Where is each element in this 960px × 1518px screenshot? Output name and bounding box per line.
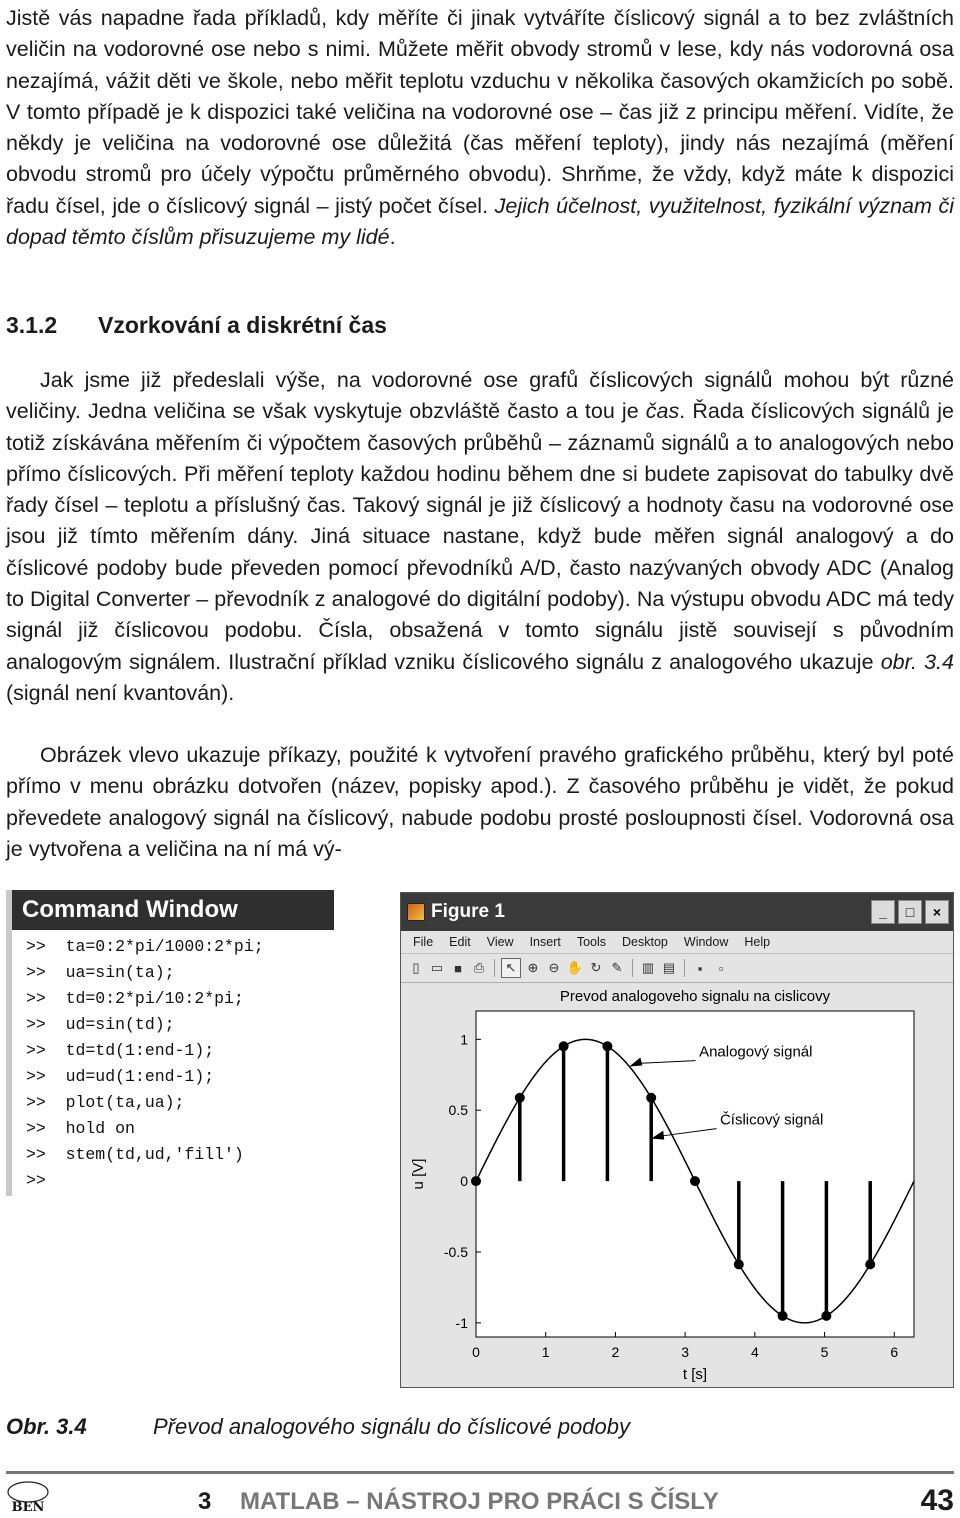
x-tick-label: 4 [750, 1344, 759, 1360]
paragraph-3: Obrázek vlevo ukazuje příkazy, použité k vytvoření pravého grafického průběhu, který byl poté přímo v menu obrázku dotvořen (název, popisky apod.). Z časového průběhu je vidět, že pokud převedete analogový signál na číslicový, nabude podobu prosté posloupnosti čísel. Vodorovná osa je vytvořena a veličina na ní má vý- [6, 743, 954, 861]
maximize-button[interactable]: □ [898, 900, 922, 924]
menu-help[interactable]: Help [744, 935, 771, 949]
x-tick-label: 5 [820, 1344, 829, 1360]
command-window-title: Command Window [12, 890, 334, 930]
paragraph-2-figure-ref: obr. 3.4 [880, 649, 954, 674]
close-button[interactable]: × [925, 900, 949, 924]
save-icon[interactable]: ■ [454, 960, 462, 976]
footer-rule [6, 1471, 954, 1474]
ben-logo [6, 1480, 50, 1516]
y-tick-label: 0 [460, 1173, 468, 1190]
section-heading [6, 312, 387, 339]
x-tick-label: 0 [472, 1344, 480, 1360]
command-line: >> ud=sin(td); [26, 1015, 175, 1034]
menu-view[interactable]: View [486, 935, 514, 949]
x-tick-label: 6 [890, 1344, 899, 1360]
command-line: >> ta=0:2*pi/1000:2*pi; [26, 937, 264, 956]
stem-marker [602, 1041, 612, 1051]
menu-file[interactable]: File [413, 935, 434, 949]
stem-marker [515, 1093, 525, 1103]
toolbar-separator [632, 959, 633, 977]
stem-marker [646, 1093, 656, 1103]
paragraph-1 [6, 3, 954, 253]
toolbar-separator [684, 959, 685, 977]
figure-toolbar [401, 954, 953, 983]
y-tick-label: -0.5 [443, 1243, 468, 1260]
zoom-in-icon[interactable]: ⊕ [527, 960, 539, 975]
figure-menubar [401, 931, 953, 954]
x-tick-label: 2 [611, 1344, 620, 1360]
zoom-out-icon[interactable]: ⊖ [548, 960, 560, 975]
stem-marker [690, 1176, 700, 1186]
command-window-lines [12, 930, 334, 1194]
paragraph-2-italic-cas: čas [645, 399, 680, 424]
print-icon[interactable]: ⎙ [473, 960, 485, 975]
section-number: 3.1.2 [6, 312, 58, 338]
new-icon[interactable]: ▯ [412, 960, 420, 975]
plot-axes-box [476, 1011, 914, 1337]
menu-insert[interactable]: Insert [529, 935, 561, 949]
open-icon[interactable]: ▭ [430, 960, 444, 975]
colorbar-icon[interactable]: ▥ [641, 960, 655, 975]
command-line: >> [26, 1171, 46, 1190]
rotate-icon[interactable]: ↻ [590, 960, 602, 975]
command-line: >> stem(td,ud,'fill') [26, 1145, 244, 1164]
stem-marker [559, 1041, 569, 1051]
stem-marker [821, 1311, 831, 1321]
paragraph-2-text-c: (signál není kvantován). [6, 680, 235, 705]
plot-area [401, 981, 953, 1387]
paragraph-2 [6, 365, 954, 709]
menu-tools[interactable]: Tools [576, 935, 607, 949]
pointer-icon[interactable]: ↖ [501, 958, 521, 978]
command-line: >> plot(ta,ua); [26, 1093, 185, 1112]
y-tick-label: 0.5 [448, 1102, 468, 1119]
pan-icon[interactable]: ✋ [566, 960, 584, 975]
command-line: >> hold on [26, 1119, 135, 1138]
chart-title: Prevod analogoveho signalu na cislicovy [559, 988, 831, 1005]
x-tick-label: 1 [541, 1344, 550, 1360]
menu-desktop[interactable]: Desktop [622, 935, 668, 949]
hide-tools-icon[interactable]: ▪ [697, 960, 703, 976]
svg-text:BEN: BEN [11, 1500, 45, 1515]
figure-window [400, 892, 954, 1388]
x-axis-label: t [s] [682, 1366, 708, 1383]
menu-edit[interactable]: Edit [449, 935, 471, 949]
minimize-button[interactable]: _ [871, 900, 895, 924]
matlab-figure-icon [407, 903, 425, 921]
stem-marker [778, 1311, 788, 1321]
y-tick-label: 1 [460, 1031, 468, 1048]
stem-marker [471, 1176, 481, 1186]
datacursor-icon[interactable]: ✎ [611, 960, 623, 975]
caption-text: Převod analogového signálu do číslicové podoby [153, 1414, 630, 1439]
annotation-analog-label: Analogový signál [699, 1043, 813, 1061]
paragraph-1-italic: Jejich účelnost, využitelnost, fyzikální význam či dopad těmto číslům přisuzujeme my lidé [6, 193, 954, 250]
window-buttons [871, 900, 953, 924]
section-title: Vzorkování a diskrétní čas [98, 312, 387, 338]
figure-title: Figure 1 [431, 901, 505, 922]
stem-marker [734, 1259, 744, 1269]
show-tools-icon[interactable]: ▫ [718, 960, 724, 976]
paragraph-2-text-b: . Řada číslicových signálů je totiž získávána měřením či výpočtem časových průběhů – záznamů signálů a to analogových nebo přímo číslicových. Při měření teploty každou hodinu během dne si budete zapisovat do tabulky dvě řady čísel – teplotu a příslušný čas. Takový signál je již číslicový a hodnoty času na vodorovné ose jsou již tímto měřením dány. Jiná situace nastane, když bude měřen signál analogový a do číslicové podoby bude převeden pomocí převodníků A/D, často nazývaných obvody ADC (Analog to Digital Converter – převodník z analogové do digitální podoby). Na výstupu obvodu ADC má tedy signál již číslicovou podobu. Čísla, obsažená v tomto signálu jistě souvisejí s původním analogovým signálem. Ilustrační příklad vzniku číslicového signálu z analogového ukazuje [6, 399, 954, 674]
legend-icon[interactable]: ▤ [662, 960, 676, 975]
menu-window[interactable]: Window [683, 935, 729, 949]
annotation-digital-label: Číslicový signál [719, 1111, 824, 1129]
figure-titlebar [401, 893, 953, 931]
command-line: >> td=td(1:end-1); [26, 1041, 215, 1060]
command-line: >> ua=sin(ta); [26, 963, 175, 982]
stem-marker [865, 1259, 875, 1269]
paragraph-1-text: Jistě vás napadne řada příkladů, kdy měříte či jinak vytváříte číslicový signál a to bez zvláštních veličin na vodorovné ose nebo s nimi. Můžete měřit obvody stromů v lese, kdy nás vodorovná osa nezajímá, vážit děti ve škole, nebo měřit teplotu vzduchu v několika časových okamžicích po sobě. V tomto případě je k dispozici také veličina na vodorovné ose – čas již z principu měření. Vidíte, že někdy je veličina na vodorovné ose důležitá (čas měření teploty), jindy nás nezajímá (měření obvodu stromů pro účely výpočtu průměrného obvodu). Shrňme, že vždy, když máte k dispozici řadu čísel, jde o číslicový signál – jistý počet čísel. [6, 6, 954, 218]
command-window [6, 890, 334, 1196]
x-tick-label: 3 [681, 1344, 690, 1360]
footer-title: MATLAB – NÁSTROJ PRO PRÁCI S ČÍSLY [240, 1488, 719, 1515]
paragraph-2-text-a: Jak jsme již předeslali výše, na vodorovné ose grafů číslicových signálů mohou být různé veličiny. Jedna veličina se však vyskytuje obzvláště často a tou je [6, 368, 954, 424]
caption-label: Obr. 3.4 [6, 1414, 87, 1439]
command-line: >> td=0:2*pi/10:2*pi; [26, 989, 244, 1008]
paragraph-1-end: . [389, 225, 396, 250]
page-number: 43 [920, 1484, 954, 1517]
toolbar-separator [494, 959, 495, 977]
y-tick-label: -1 [455, 1314, 468, 1331]
command-line: >> ud=ud(1:end-1); [26, 1067, 215, 1086]
footer-chapter: 3 [198, 1488, 212, 1515]
y-axis-label: u [V] [410, 1158, 427, 1190]
